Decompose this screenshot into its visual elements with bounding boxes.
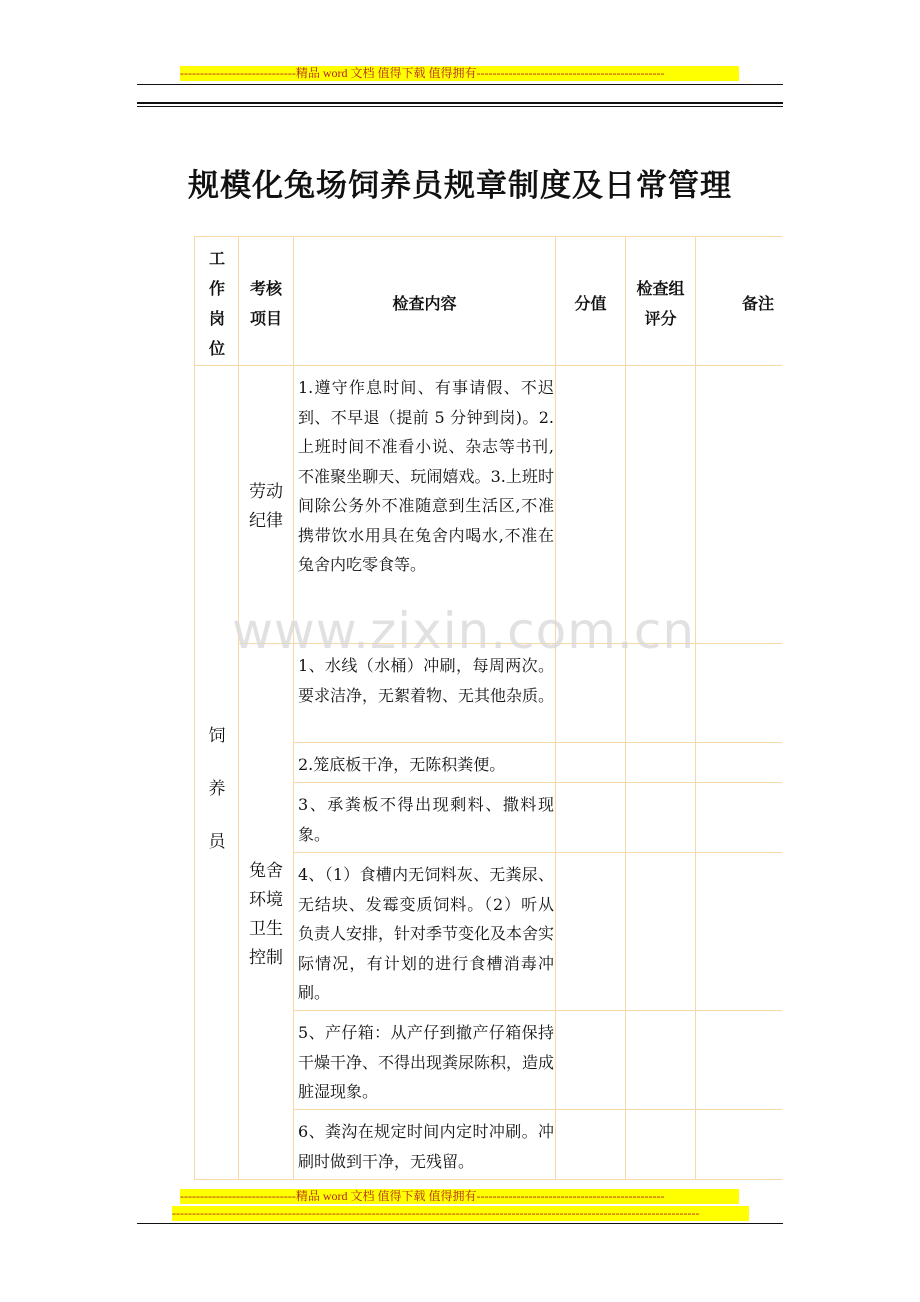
header-content: 检查内容 [392, 294, 457, 313]
document-title: 规模化兔场饲养员规章制度及日常管理 [188, 168, 732, 204]
table-row-content-6: 5、产仔箱：从产仔到撤产仔箱保持干燥干净、不得出现粪尿陈积，造成脏湿现象。 [298, 1023, 555, 1101]
table-col-line-2 [238, 236, 239, 1180]
row-line-3 [293, 782, 782, 783]
table-col-line-1 [194, 236, 195, 1180]
row-line-6 [293, 1109, 782, 1110]
table-col-line-5 [625, 236, 626, 1180]
group-label-discipline: 劳动 纪律 [249, 482, 283, 531]
row-line-2 [293, 742, 782, 743]
header-item: 考核 项目 [249, 279, 282, 328]
header-post: 工 作 岗 位 [208, 249, 225, 358]
header-score: 分值 [574, 294, 607, 313]
header-group-score: 检查组 评分 [636, 279, 685, 328]
header-banner: -----------------------------精品 word 文档 值得下载 值得拥有----------------------------------------------- [180, 66, 739, 81]
table-row-content-3: 2.笼底板干净，无陈积粪便。 [298, 755, 506, 774]
footer-rule [137, 1223, 783, 1224]
watermark: www.zixin.com.cn [232, 602, 696, 660]
table-row-content-2: 1、水线（水桶）冲刷，每周两次。要求洁净，无絮着物、无其他杂质。 [298, 656, 555, 705]
footer-banner-dashes: ------------------------------------------------------------------------------------------------------------------------------------ [172, 1206, 749, 1221]
footer-banner: -----------------------------精品 word 文档 值得下载 值得拥有----------------------------------------------- [180, 1189, 739, 1204]
header-rule-double-1 [137, 102, 783, 104]
header-rule-double-2 [137, 106, 783, 107]
table-row-content-4: 3、承粪板不得出现剩料、撒料现象。 [298, 795, 554, 844]
table-col-line-3 [293, 236, 294, 1180]
table-border-top [194, 236, 782, 237]
row-line-5 [293, 1010, 782, 1011]
table-row-content-5: 4、（1）食槽内无饲料灰、无粪尿、无结块、发霉变质饲料。（2）听从负责人安排，针对季节变化及本舍实际情况，有计划的进行食槽消毒冲刷。 [298, 865, 555, 1002]
table-border-bottom [194, 1179, 782, 1180]
table-col-line-4 [555, 236, 556, 1180]
header-rule-thick [137, 84, 783, 85]
table-border-header-bottom [194, 365, 782, 366]
table-col-line-6 [695, 236, 696, 1180]
header-remark: 备注 [741, 294, 774, 313]
row-line-4 [293, 852, 782, 853]
table-row-content-1: 1.遵守作息时间、有事请假、不迟到、不早退（提前 5 分钟到岗)。2.上班时间不准看小说、杂志等书刊,不准聚坐聊天、玩闹嬉戏。3.上班时间除公务外不准随意到生活区,不准携带饮水用具在兔舍内喝水,不准在兔舍内吃零食等。 [298, 378, 554, 574]
post-value: 饲 养 员 [208, 726, 226, 852]
group-label-hygiene: 兔舍 环境 卫生 控制 [249, 861, 283, 968]
table-row-content-7: 6、粪沟在规定时间内定时冲刷。冲刷时做到干净，无残留。 [298, 1122, 554, 1171]
